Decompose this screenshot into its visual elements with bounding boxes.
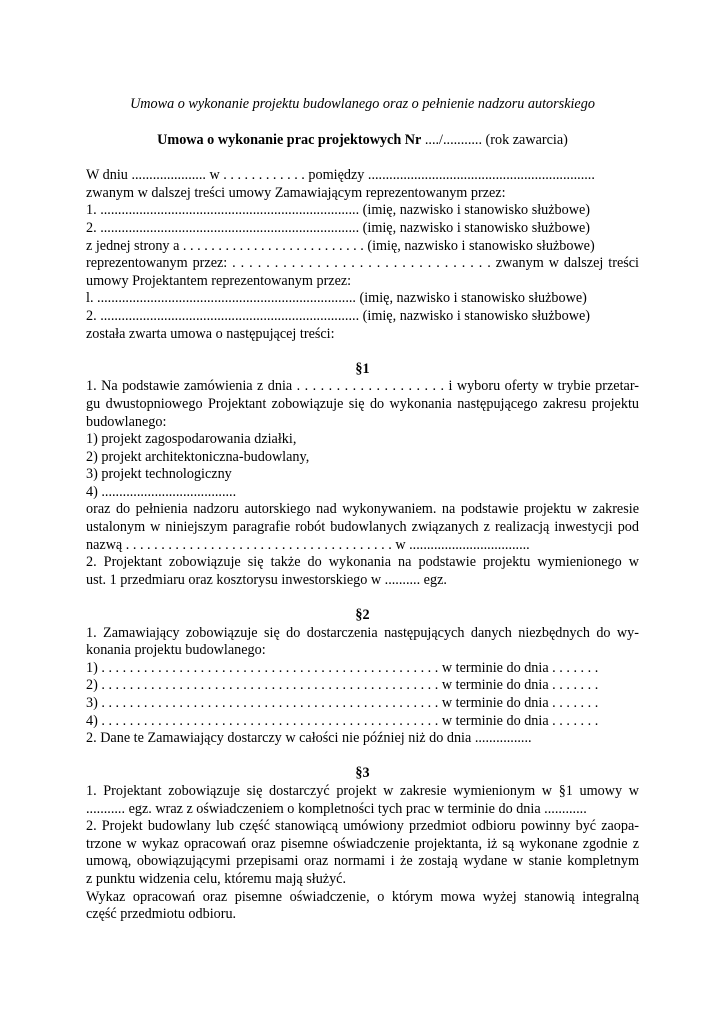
- intro-line: 2. ......................................................................... (imię, nazwisko i stanowisko służbowe): [86, 219, 591, 236]
- section-1-body: [86, 378, 639, 589]
- document-header: Umowa o wykonanie projektu budowlanego oraz o pełnienie nadzoru autorskiego: [130, 96, 595, 112]
- section-line: Wykaz opracowań oraz pisemne oświadczenie, o którym mowa wyżej stanowią integralną: [86, 888, 639, 905]
- section-line: 1. Na podstawie zamówienia z dnia . . . . . . . . . . . . . . . . . . . i wyboru oferty w trybie przetar-: [86, 378, 639, 395]
- section-line: umową, obowiązującymi przepisami oraz normami i że zostają wydane w stanie kompletnym: [86, 853, 639, 870]
- intro-block: [86, 167, 639, 343]
- section-line: 4) . . . . . . . . . . . . . . . . . . . . . . . . . . . . . . . . . . . . . . . . . . . . . . . . w terminie do dnia . . . . . . .: [86, 712, 599, 729]
- section-line: część przedmiotu odbioru.: [86, 906, 237, 923]
- section-line: 2) projekt architektoniczna-budowlany,: [86, 448, 310, 465]
- section-line: konania projektu budowlanego:: [86, 642, 266, 659]
- section-line: 1. Projektant zobowiązuje się dostarczyć projekt w zakresie wymienionym w §1 umowy w: [86, 782, 639, 799]
- intro-line: z jednej strony a . . . . . . . . . . . . . . . . . . . . . . . . . . (imię, nazwisko i stanowisko służbowe): [86, 237, 595, 254]
- section-3-heading: §3: [355, 765, 370, 782]
- section-line: oraz do pełnienia nadzoru autorskiego nad wykonywaniem. na podstawie projektu w zakresie: [86, 501, 639, 518]
- section-line: budowlanego:: [86, 413, 167, 430]
- section-line: 2. Projekt budowlany lub część stanowiącą umówiony przedmiot odbioru powinny być zaopa-: [86, 818, 639, 835]
- contract-title: [86, 132, 639, 150]
- contract-title-bold: Umowa o wykonanie prac projektowych Nr: [157, 131, 422, 148]
- section-3-body: [86, 783, 639, 924]
- intro-line: l. ......................................................................... (imię, nazwisko i stanowisko służbowe): [86, 290, 587, 307]
- section-line: nazwą . . . . . . . . . . . . . . . . . . . . . . . . . . . . . . . . . . . . . . w ..................................: [86, 536, 530, 553]
- intro-line: reprezentowanym przez: . . . . . . . . . . . . . . . . . . . . . . . . . . . . . . . zwanym w dalszej treści: [86, 255, 639, 272]
- section-line: 1) projekt zagospodarowania działki,: [86, 431, 297, 448]
- section-1-heading: §1: [355, 360, 370, 377]
- section-2-heading: §2: [355, 607, 370, 624]
- section-line: 4) ......................................: [86, 483, 237, 500]
- document-page: [86, 96, 639, 924]
- section-line: ustalonym w niniejszym paragrafie robót budowlanych związanych z realizacją inwestycji pod: [86, 519, 639, 536]
- section-line: 2. Dane te Zamawiający dostarczy w całości nie później niż do dnia ................: [86, 730, 532, 747]
- section-2-body: [86, 625, 639, 748]
- section-line: gu dwustopniowego Projektant zobowiązuje się do wykonania następującego zakresu projektu: [86, 395, 639, 412]
- section-line: 1) . . . . . . . . . . . . . . . . . . . . . . . . . . . . . . . . . . . . . . . . . . . . . . . . w terminie do dnia . . . . . . .: [86, 659, 599, 676]
- intro-line: W dniu ..................... w . . . . . . . . . . . . pomiędzy ................................................................: [86, 167, 595, 184]
- intro-line: umowy Projektantem reprezentowanym przez:: [86, 272, 352, 289]
- section-line: ........... egz. wraz z oświadczeniem o kompletności tych prac w terminie do dnia ............: [86, 800, 587, 817]
- section-line: ust. 1 przedmiaru oraz kosztorysu inwestorskiego w .......... egz.: [86, 571, 447, 588]
- intro-line: została zwarta umowa o następującej treści:: [86, 325, 335, 342]
- section-line: 2) . . . . . . . . . . . . . . . . . . . . . . . . . . . . . . . . . . . . . . . . . . . . . . . . w terminie do dnia . . . . . . .: [86, 677, 599, 694]
- section-line: trzone w wykaz opracowań oraz pisemne oświadczenie projektanta, iż są wykonane zgodnie z: [86, 835, 639, 852]
- intro-line: 2. ......................................................................... (imię, nazwisko i stanowisko służbowe): [86, 307, 591, 324]
- intro-line: zwanym w dalszej treści umowy Zamawiającym reprezentowanym przez:: [86, 184, 506, 201]
- contract-title-rest: ..../........... (rok zawarcia): [421, 131, 568, 148]
- section-line: 1. Zamawiający zobowiązuje się do dostarczenia następujących danych niezbędnych do wy-: [86, 624, 639, 641]
- intro-line: 1. ......................................................................... (imię, nazwisko i stanowisko służbowe): [86, 202, 591, 219]
- section-line: 3) projekt technologiczny: [86, 466, 232, 483]
- section-line: 3) . . . . . . . . . . . . . . . . . . . . . . . . . . . . . . . . . . . . . . . . . . . . . . . . w terminie do dnia . . . . . . .: [86, 695, 599, 711]
- section-line: z punktu widzenia celu, któremu mają służyć.: [86, 870, 347, 887]
- section-line: 2. Projektant zobowiązuje się także do wykonania na podstawie projektu wymienionego w: [86, 554, 639, 571]
